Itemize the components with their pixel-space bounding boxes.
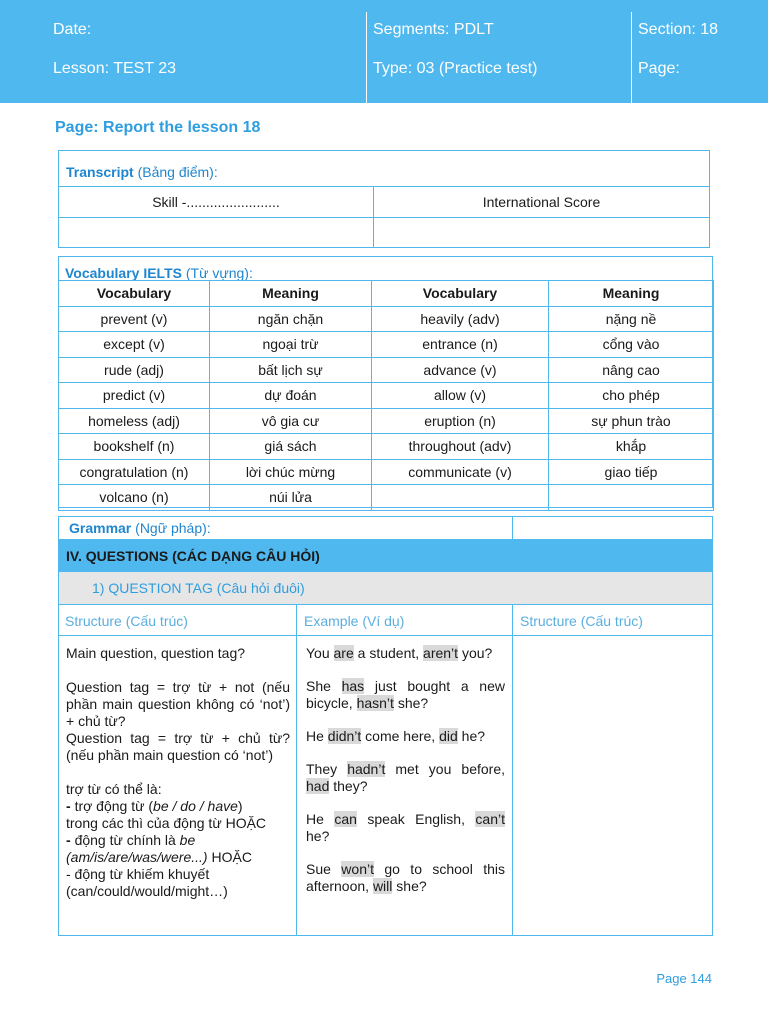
table-row <box>59 332 714 358</box>
table-cell: allow (v) <box>372 383 549 409</box>
subsection-bar <box>59 572 712 604</box>
column-header: Meaning <box>549 281 714 307</box>
table-cell: heavily (adv) <box>372 306 549 332</box>
segments-label: Segments: PDLT <box>373 21 494 38</box>
highlighted-word: hadn’t <box>347 761 386 777</box>
structure-text-part: động từ chính là <box>74 832 180 848</box>
vocabulary-label-sub: (Từ vựng): <box>181 265 253 281</box>
table-cell: nâng cao <box>549 357 714 383</box>
type-label: Type: 03 (Practice test) <box>373 60 538 77</box>
table-cell: giao tiếp <box>549 459 714 485</box>
structure-text-italic: be <box>179 832 196 848</box>
vocabulary-box <box>58 256 713 508</box>
skill-header: Skill -........................ <box>152 194 280 210</box>
header-divider <box>631 12 632 103</box>
lesson-label: Lesson: TEST 23 <box>53 60 177 77</box>
structure-line: trợ từ có thể là: <box>66 781 162 797</box>
divider <box>59 217 709 218</box>
table-cell: cho phép <box>549 383 714 409</box>
structure-line <box>66 798 290 815</box>
transcript-box <box>58 150 710 248</box>
table-cell <box>549 485 714 511</box>
structure-text-part: HOẶC <box>207 849 252 865</box>
vocabulary-header-row <box>59 281 714 307</box>
table-cell: nặng nề <box>549 306 714 332</box>
example-part: He <box>306 728 328 744</box>
example-part: you? <box>458 645 493 661</box>
example-sentence <box>306 728 505 745</box>
structure-text-part: trợ động từ ( <box>74 798 154 814</box>
divider <box>512 604 513 935</box>
table-row <box>59 357 714 383</box>
section-label: Section: 18 <box>638 21 719 38</box>
example-part: come here, <box>361 728 440 744</box>
example-part: she? <box>392 878 427 894</box>
structure-line: trong các thì của động từ HOẶC <box>66 815 267 831</box>
structure-col-header: Structure (Cấu trúc) <box>65 613 188 629</box>
table-cell: except (v) <box>59 332 210 358</box>
highlighted-word: had <box>306 778 330 794</box>
table-row <box>59 408 714 434</box>
highlighted-word: can <box>334 811 357 827</box>
structure-line: Question tag = trợ từ + chủ từ? (nếu phần main question có ‘not’) <box>66 730 290 763</box>
divider <box>59 604 712 605</box>
table-cell: cổng vào <box>549 332 714 358</box>
table-row <box>59 459 714 485</box>
highlighted-word: hasn’t <box>356 695 394 711</box>
highlighted-word: can’t <box>475 811 505 827</box>
highlighted-word: won’t <box>341 861 374 877</box>
table-cell: ngoại trừ <box>210 332 372 358</box>
example-part: go to school this afternoon, <box>306 861 505 894</box>
divider <box>59 635 712 636</box>
table-row <box>59 383 714 409</box>
example-part: He <box>306 811 335 827</box>
page-label: Page: <box>638 60 680 77</box>
table-cell: rude (adj) <box>59 357 210 383</box>
example-part: they? <box>329 778 368 794</box>
grammar-label: Grammar <box>69 520 132 536</box>
table-cell: entrance (n) <box>372 332 549 358</box>
highlighted-word: aren’t <box>423 645 459 661</box>
table-row <box>59 306 714 332</box>
table-cell: vô gia cư <box>210 408 372 434</box>
international-score-header: International Score <box>482 194 601 210</box>
table-cell: advance (v) <box>372 357 549 383</box>
example-part: she? <box>393 695 429 711</box>
page-number: Page 144 <box>656 971 712 986</box>
example-part: Sue <box>306 861 342 877</box>
highlighted-word: are <box>333 645 354 661</box>
table-cell: dự đoán <box>210 383 372 409</box>
table-cell: communicate (v) <box>372 459 549 485</box>
table-cell: ngăn chặn <box>210 306 372 332</box>
table-cell: bất lịch sự <box>210 357 372 383</box>
table-cell: eruption (n) <box>372 408 549 434</box>
table-cell: congratulation (n) <box>59 459 210 485</box>
structure-line: - động từ khiếm khuyết <box>66 866 210 882</box>
example-sentence <box>306 678 505 712</box>
date-label: Date: <box>53 21 92 38</box>
vocabulary-label: Vocabulary IELTS <box>65 265 182 281</box>
highlighted-word: did <box>439 728 458 744</box>
column-header: Vocabulary <box>372 281 549 307</box>
divider <box>59 186 709 187</box>
example-part: he? <box>306 828 330 844</box>
table-cell: khắp <box>549 434 714 460</box>
highlighted-word: will <box>372 878 393 894</box>
highlighted-word: has <box>341 678 365 694</box>
example-sentence <box>306 761 505 795</box>
divider <box>512 517 513 539</box>
table-cell: predict (v) <box>59 383 210 409</box>
table-cell: lời chúc mừng <box>210 459 372 485</box>
grammar-box <box>58 516 713 936</box>
structure-line: (can/could/would/might…) <box>66 883 228 899</box>
vocabulary-table <box>58 280 714 511</box>
table-cell: volcano (n) <box>59 485 210 511</box>
example-text <box>306 645 505 911</box>
page-title: Page: Report the lesson 18 <box>55 119 261 136</box>
page-header <box>0 0 768 103</box>
table-cell: throughout (adv) <box>372 434 549 460</box>
table-cell: homeless (adj) <box>59 408 210 434</box>
section-title-bar <box>59 539 712 572</box>
structure-line: Question tag = trợ từ + not (nếu phần main question không có ‘not’) + chủ từ? <box>66 679 290 729</box>
example-sentence <box>306 811 505 845</box>
example-part: You <box>306 645 334 661</box>
structure-text <box>66 645 290 900</box>
column-header: Meaning <box>210 281 372 307</box>
structure-col-header-2: Structure (Cấu trúc) <box>520 613 643 629</box>
column-header: Vocabulary <box>59 281 210 307</box>
table-cell <box>372 485 549 511</box>
example-col-header: Example (Ví dụ) <box>304 613 405 629</box>
example-part: speak English, <box>356 811 476 827</box>
section-title: IV. QUESTIONS (CÁC DẠNG CÂU HỎI) <box>66 548 320 564</box>
structure-line: Main question, question tag? <box>66 645 246 661</box>
table-row <box>59 485 714 511</box>
bullet: - <box>66 798 75 814</box>
example-sentence <box>306 861 505 895</box>
bullet: - <box>66 832 75 848</box>
structure-line <box>66 849 290 866</box>
grammar-heading <box>69 520 211 536</box>
example-part: They <box>306 761 348 777</box>
table-cell: sự phun trào <box>549 408 714 434</box>
table-cell: giá sách <box>210 434 372 460</box>
example-sentence <box>306 645 505 662</box>
example-part: met you before, <box>385 761 506 777</box>
grammar-label-sub: (Ngữ pháp): <box>131 520 211 536</box>
example-part: just bought a new bicycle, <box>306 678 505 711</box>
vocabulary-heading <box>65 265 253 281</box>
transcript-label: Transcript <box>66 164 134 180</box>
table-cell: núi lửa <box>210 485 372 511</box>
subsection-title: 1) QUESTION TAG (Câu hỏi đuôi) <box>92 580 305 596</box>
structure-line <box>66 832 290 849</box>
structure-text-italic: be / do / have <box>153 798 238 814</box>
table-row <box>59 434 714 460</box>
transcript-heading <box>66 164 218 180</box>
example-part: he? <box>457 728 486 744</box>
example-part: She <box>306 678 342 694</box>
header-divider <box>366 12 367 103</box>
transcript-label-sub: (Bảng điểm): <box>133 164 218 180</box>
table-cell: bookshelf (n) <box>59 434 210 460</box>
divider <box>296 604 297 935</box>
table-cell: prevent (v) <box>59 306 210 332</box>
structure-text-italic: (am/is/are/was/were...) <box>66 849 208 865</box>
highlighted-word: didn’t <box>327 728 362 744</box>
example-part: a student, <box>353 645 424 661</box>
structure-text-part: ) <box>237 798 243 814</box>
